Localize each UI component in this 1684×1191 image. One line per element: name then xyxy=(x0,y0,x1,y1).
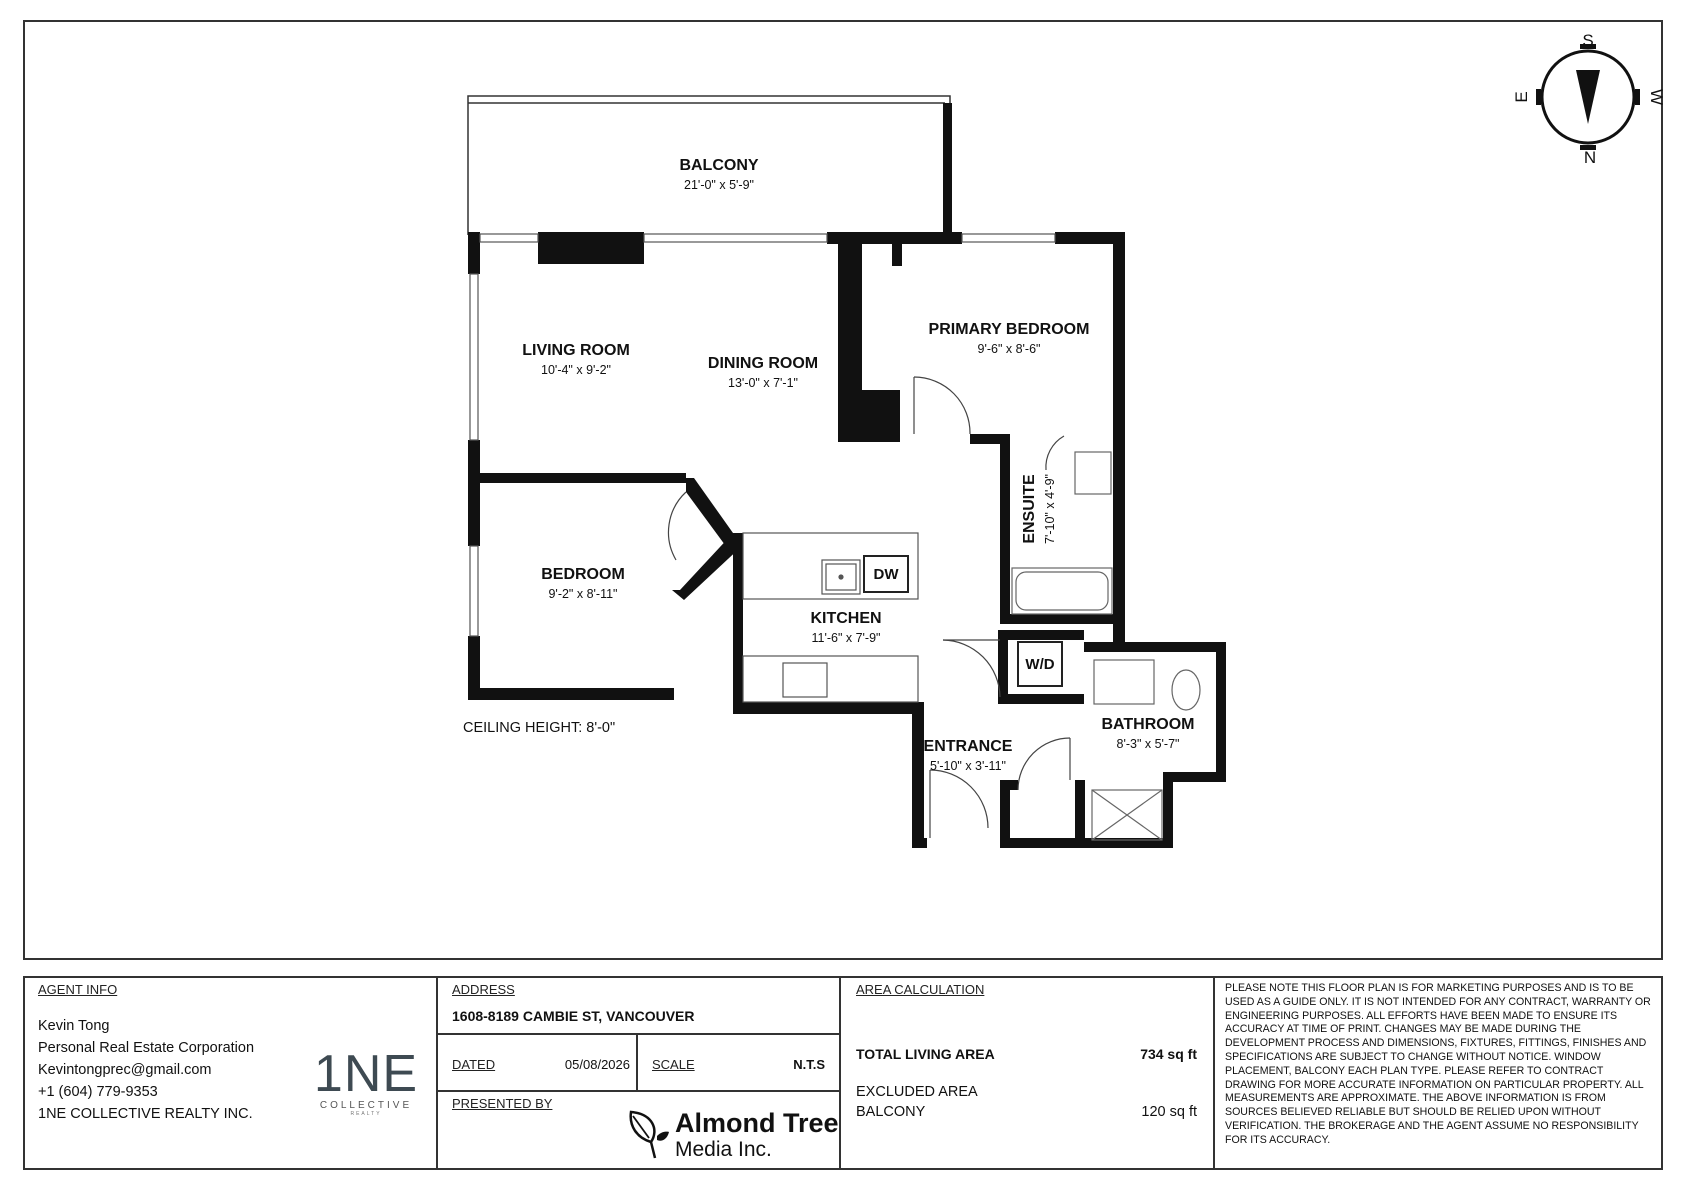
compass-west-label: W xyxy=(1647,88,1666,106)
divider xyxy=(636,1033,638,1090)
entrance-name: ENTRANCE xyxy=(923,738,1013,755)
compass-north-label: N xyxy=(1583,148,1597,167)
compass-east-label: E xyxy=(1512,91,1531,103)
almond-line2: Media Inc. xyxy=(675,1138,772,1161)
washer-dryer-label: W/D xyxy=(1025,656,1055,673)
dining-room-dims: 13'-0" x 7'-1" xyxy=(728,376,798,390)
balcony-dims: 21'-0" x 5'-9" xyxy=(684,178,754,192)
dishwasher-label: DW xyxy=(873,566,899,583)
total-area-label: TOTAL LIVING AREA xyxy=(856,1046,995,1062)
address-heading: ADDRESS xyxy=(452,982,515,997)
almond-line1: Almond Tree xyxy=(675,1108,839,1138)
address-value: 1608-8189 CAMBIE ST, VANCOUVER xyxy=(452,1008,695,1024)
kitchen-name: KITCHEN xyxy=(810,610,882,627)
logo-1ne-mark: 1NE xyxy=(313,1045,419,1103)
dated-label: DATED xyxy=(452,1057,496,1072)
balcony-area-label: BALCONY xyxy=(856,1104,926,1120)
area-heading: AREA CALCULATION xyxy=(856,982,985,997)
primary-bedroom-name: PRIMARY BEDROOM xyxy=(928,321,1090,338)
dated-value: 05/08/2026 xyxy=(564,1057,630,1072)
agent-email[interactable]: Kevintongprec@gmail.com xyxy=(38,1062,212,1078)
primary-bedroom-dims: 9'-6" x 8'-6" xyxy=(977,342,1041,356)
entrance-dims: 5'-10" x 3'-11" xyxy=(930,759,1006,773)
bathroom-dims: 8'-3" x 5'-7" xyxy=(1116,737,1180,751)
agent-phone[interactable]: +1 (604) 779-9353 xyxy=(38,1084,158,1100)
agent-name: Kevin Tong xyxy=(38,1018,110,1034)
divider xyxy=(436,978,438,1168)
ceiling-height-label: CEILING HEIGHT: 8'-0" xyxy=(463,720,616,736)
compass-south-label: S xyxy=(1582,31,1594,50)
dishwasher-box xyxy=(864,556,908,592)
dining-room-name: DINING ROOM xyxy=(707,355,819,372)
logo-1ne-subtitle: COLLECTIVE xyxy=(319,1100,413,1111)
excluded-area-label: EXCLUDED AREA xyxy=(856,1084,978,1100)
kitchen-dims: 11'-6" x 7'-9" xyxy=(811,631,881,645)
agent-brokerage: 1NE COLLECTIVE REALTY INC. xyxy=(38,1106,253,1122)
logo-1ne-tagline: REALTY xyxy=(350,1111,382,1117)
bathroom-name: BATHROOM xyxy=(1101,716,1195,733)
ensuite-name: ENSUITE xyxy=(1021,474,1038,544)
almond-tree-logo xyxy=(625,1108,855,1168)
bedroom-dims: 9'-2" x 8'-11" xyxy=(548,587,618,601)
almond-leaf-icon xyxy=(625,1108,671,1160)
balcony-area-value: 120 sq ft xyxy=(1141,1104,1197,1120)
disclaimer-text: PLEASE NOTE THIS FLOOR PLAN IS FOR MARKETING PURPOSES AND IS TO BE USED AS A GUIDE ONLY. IT IS NOT INTENDED FOR ANY CONTRACT, WARRANTY OR ENGINEERING PURPOSES. ALL EFFORTS HAVE BEEN MADE TO ENSURE ITS ACCURACY AT TIME OF PRINT. CHANGES MAY BE MADE DURING THE DEVELOPMENT PROCESS AND DIMENSIONS, FIXTURES, FITTINGS, FINISHES AND SPECIFICATIONS ARE SUBJECT TO CHANGE WITHOUT NOTICE. WINDOW PLACEMENT, BALCONY EACH PLAN TYPE. PLEASE REFER TO CONTRACT DRAWING FOR MORE ACCURATE INFORMATION ON PARTICULAR PROPERTY. ALL MEASUREMENTS ARE APPROXIMATE. THE ABOVE INFORMATION IS FROM SOURCES BELIEVED RELIABLE BUT SHOULD BE RELIED UPON WITHOUT VERIFICATION. THE BROKERAGE AND THE AGENT ASSUME NO RESPONSIBILITY FOR ITS ACCURACY. xyxy=(1225,982,1651,1146)
title-block xyxy=(23,976,1663,1170)
compass xyxy=(1512,31,1666,167)
scale-label: SCALE xyxy=(652,1057,695,1072)
scale-value: N.T.S xyxy=(793,1057,825,1072)
ensuite-dims: 7'-10" x 4'-9" xyxy=(1043,474,1057,544)
balcony-name: BALCONY xyxy=(679,157,759,174)
washer-dryer-box xyxy=(1018,642,1062,686)
agent-title: Personal Real Estate Corporation xyxy=(38,1040,255,1056)
walls xyxy=(468,103,1226,848)
presented-by-label: PRESENTED BY xyxy=(452,1096,553,1111)
divider xyxy=(1213,978,1215,1168)
total-area-value: 734 sq ft xyxy=(1140,1046,1197,1062)
bedroom-name: BEDROOM xyxy=(541,566,625,583)
1ne-collective-logo xyxy=(311,1045,421,1117)
divider xyxy=(436,1090,839,1092)
agent-info-heading: AGENT INFO xyxy=(38,982,118,997)
living-room-name: LIVING ROOM xyxy=(522,342,630,359)
living-room-dims: 10'-4" x 9'-2" xyxy=(541,363,611,377)
